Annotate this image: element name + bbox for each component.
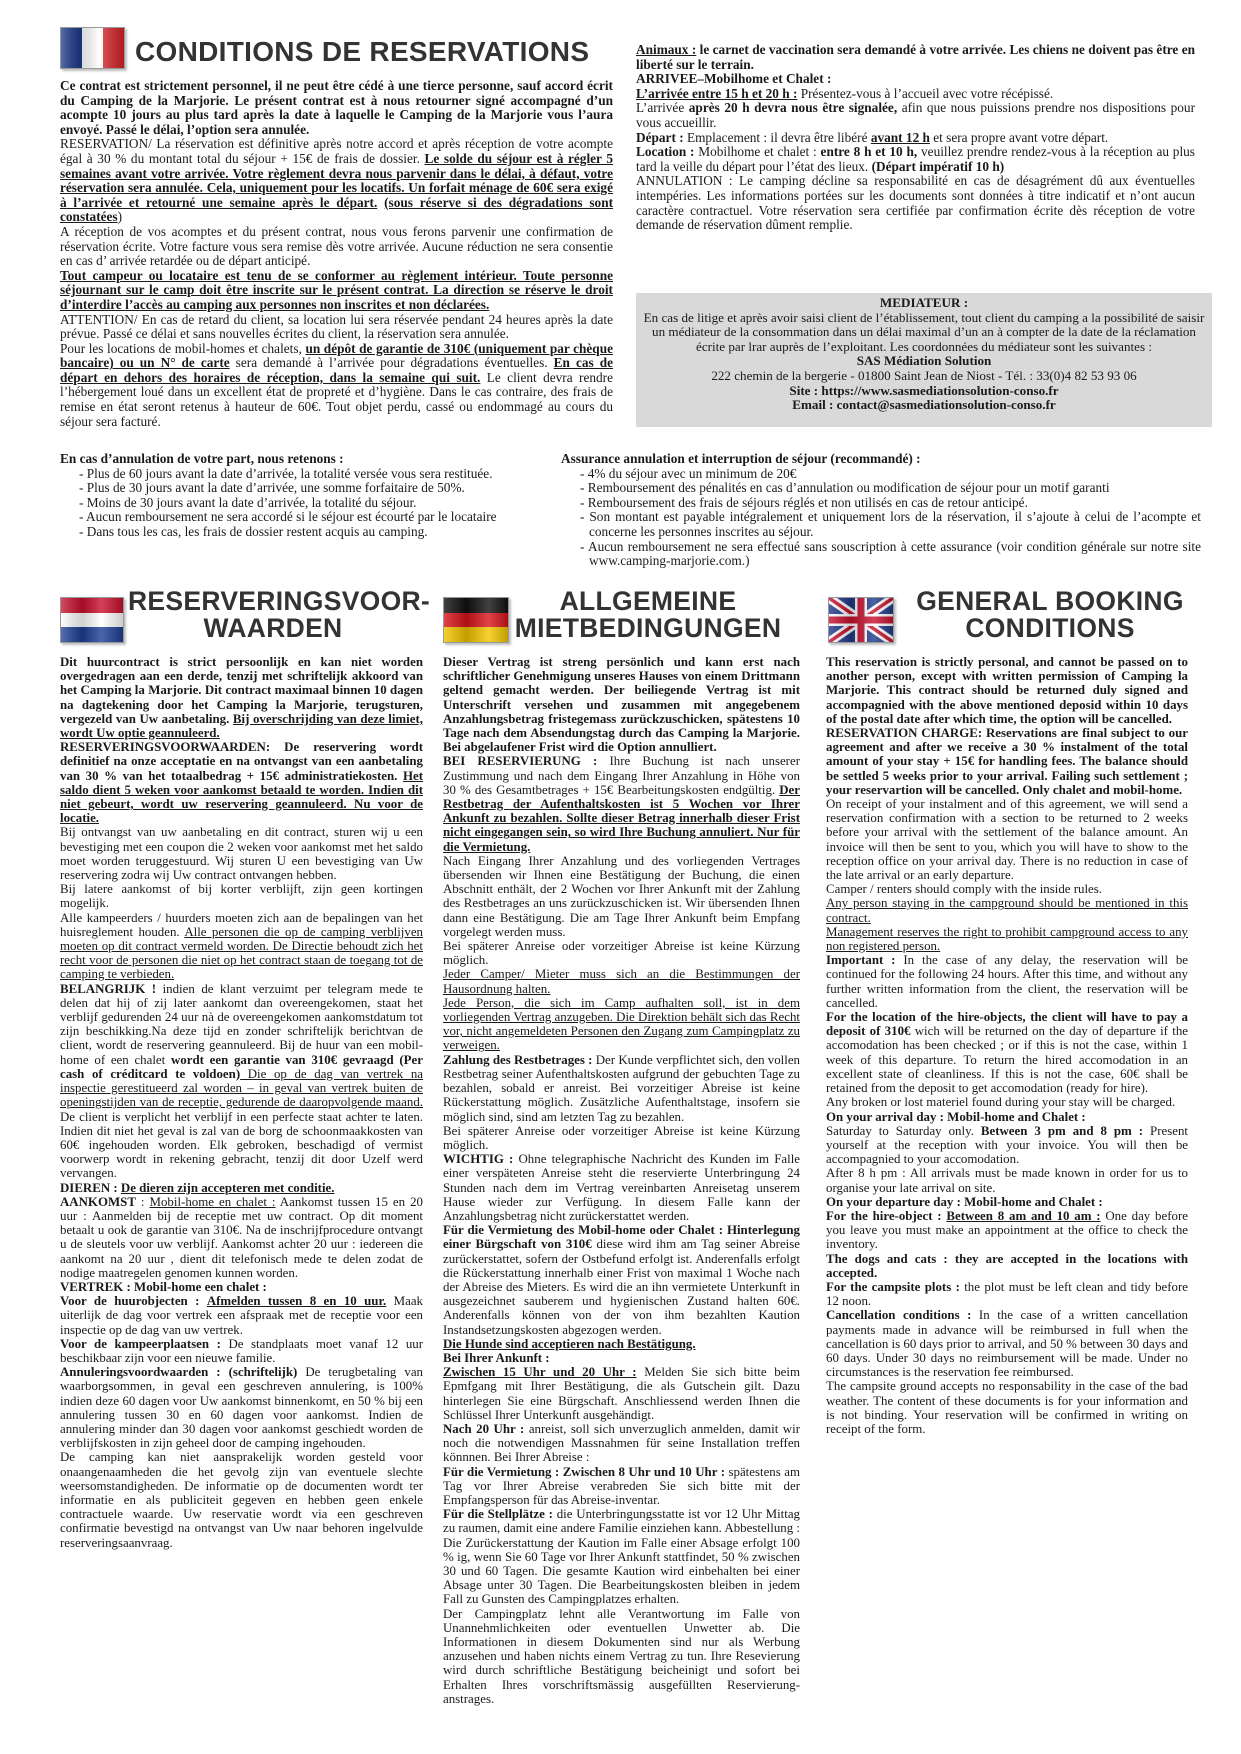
fr-annulation-info: ANNULATION : Le camping décline sa responsabilité en cas de désagrément dû aux éventuelles intempéries. Les informations portées sur les documents sont données à titre indicatif et n’ont aucun caractère contractuel. Votre réservation sera certifiée par confirmation écrite dès réception de votre demande de réservation dûment remplie. xyxy=(636,173,1195,233)
fr-campeur: Tout campeur ou locataire est tenu de se conformer au règlement intérieur. Toute personne séjournant sur le camp doit être inscrite sur le présent contrat. La direction se réserve le droit d’interdire l’accès au camping aux personnes non inscrites et non déclarées. xyxy=(60,267,613,312)
france-flag-icon xyxy=(60,27,125,69)
section-title-nl: RESERVERINGSVOOR- WAARDEN xyxy=(128,586,431,643)
list-item: - Aucun remboursement ne sera effectué sans souscription à cette assurance (voir condition générale sur notre site www.camping-marjorie.com.) xyxy=(580,538,1201,569)
nl-column: Dit huurcontract is strict persoonlijk en kan niet worden overgedragen aan een derde, tenzij met schriftelijk akkoord van het Camping la Marjorie. Dit contract maximaal binnen 10 dagen na dagtekening door het Camping la Marjorie, terugsturen, vergezeld van Uw aanbetaling. Bij overschrijding van deze limiet, wordt Uw optie geannuleerd. RESERVERINGSVOORWAARDEN: De reservering wordt definitief na onze acceptatie en na ontvangst van een aanbetaling van 30 % van het totaalbedrag + 15€ administratiekosten. Het saldo dient 5 weken voor aankomst betaald te worden. Indien dit niet gebeurt, wordt uw reservering geannuleerd. Nu voor de locatie. Bij ontvangst van uw aanbetaling en dit contract, sturen wij u een bevestiging met een coupon die 2 weken voor aankomst met het saldo moet worden teruggestuurd. Wij sturen U een bevestiging van Uw reservering zodra wij Uw contract ontvangen hebben. Bij latere aankomst of bij korter verblijft, zijn geen kortingen mogelijk. Alle kampeerders / huurders moeten zich aan de bepalingen van het huisreglement houden. Alle personen die op de camping verblijven moeten op dit contract vermeld worden. De Directie behoudt zich het recht voor de personen die niet op het contract staan de toegang tot de camping te verbieden. BELANGRIJK ! indien de klant verzuimt per telegram mede te delen dat hij of zij later aankomt dan overeengekomen, staat het verblijf gedurenden 24 uur nà de overeengekomen aankomstdatum tot zijn beschikking.Na deze tijd en zonder schriftelijk berichtvan de client, wordt de reservering geannuleerd. Bij de huur van een mobil-home of een chalet wordt een garantie van 310€ gevraagd (Per cash of créditcard te voldoen) Die op de dag van vertrek na inspectie gerestitueerd zal worden – in geval van vertrek buiten de openingstijden van de receptie, gedurende de daaropvolgende maand. De client is verplicht het verblijf in een perfecte staat achter te laten. Indien dit niet het geval is zal van de borg de schoonmaakkosten van 60€ ingehouden worden. Elk gebroken, beschadigd of vermist voorwerp wordt in rekening gebracht, tenzij dit door Uzelf werd vervangen. DIEREN : De dieren zijn accepteren met conditie. AANKOMST : Mobil-home en chalet : Aankomst tussen 15 en 20 uur : Aanmelden bij de receptie met uw contract. Op dit moment betaalt u ook de garantie van 310€. Na de inschrijfprocedure ontvangt u de sleutels voor uw verblijf. Aankomst achter 20 uur : iedereen die aankomt na 20 uur , dient dit telefonisch mede te delen zodat de nodige maatregelen genomen kunnen worden. VERTREK : Mobil-home een chalet : Voor de huurobjecten : Afmelden tussen 8 en 10 uur. Maak uiterlijk de dag voor vertrek een afspraak met de receptie voor een inspectie op de dag van uw vertrek. Voor de kampeerplaatsen : De standplaats moet vanaf 12 uur beschikbaar zijn voor een nieuwe familie. Annuleringsvoordwaarden : (schriftelijk) De terugbetaling van waarborgsommen, in geval een geschreven annulering, is 100% indien deze 60 dagen voor Uw aankomst binnenkomt, en 50 % bij een annulering tussen 30 en 60 dagen voor aankomst. Indien de annulering minder dan 30 dagen voor aankomst geschiedt worden de verblijfskosten in zijn geheel door de camping ingehouden. De camping kan niet aansprakelijk worden gesteld voor onaangenaamheden die het gevolg zijn van eventuele slechte weersomstandigheden. De informatie op de documenten wordt ter informatie en als publiciteit gegeven en hebben geen enkele contractuele waarde. Uw reservatie wordt via een geschreven confirmatie bevestigd na ontvangst van Uw naar behoren ingelvulde reserveringsaanvraag. xyxy=(60,655,424,1550)
uk-flag-icon xyxy=(828,597,894,643)
list-item: - Dans tous les cas, les frais de dossier restent acquis au camping. xyxy=(79,523,428,539)
list-item: - Aucun remboursement ne sera accordé si le séjour est écourté par le locataire xyxy=(79,509,497,525)
fr-right-column: Animaux : le carnet de vaccination sera demandé à votre arrivée. Les chiens ne doivent pas être en liberté sur le terrain. ARRIVEE–Mobilhome et Chalet : L’arrivée entre 15 h et 20 h : Présentez-vous à l’accueil avec votre récépissé. L’arrivée après 20 h devra nous être signalée, afin que nous puissions prendre nos dispositions pour vous accueillir. Départ : Emplacement : il devra être libéré avant 12 h et sera propre avant votre départ. Location : Mobilhome et chalet : entre 8 h et 10 h, veuillez prendre rendez-vous à la réception au plus tard la veille du départ pour l’état des lieux. (Départ impératif 10 h) ANNULATION : Le camping décline sa responsabilité en cas de désagrément dû aux éventuelles intempéries. Les informations portées sur les documents sont données à titre indicatif et n’ont aucun caractère contractuel. Votre réservation sera certifiée par confirmation écrite dès réception de votre demande de réservation dûment remplie. xyxy=(636,42,1195,233)
fr-left-column: Ce contrat est strictement personnel, il ne peut être cédé à une tierce personne, sauf accord écrit du Camping de la Marjorie. Le présent contrat est à nous retourner signé accompagné d’un acompte 10 jours au plus tard après la date à laquelle le Camping de la Marjorie vous l’aura envoyé. Passé le délai, l’option sera annulée. RESERVATION/ La réservation est définitive après notre accord et après réception de votre acompte égal à 30 % du montant total du séjour + 15€ de frais de dossier. Le solde du séjour est à régler 5 semaines avant votre arrivée. Votre règlement devra nous parvenir dans le délai, à défaut, votre réservation sera annulée. Cela, uniquement pour les locatifs. Un forfait ménage de 60€ sera exigé à l’arrivée et retourné une semaine après le départ. (sous réserve si des dégradations sont constatées) A réception de vos acomptes et du présent contrat, nous vous ferons parvenir une confirmation de réservation écrite. Votre facture vous sera remise dès votre arrivée. Aucune réduction ne sera consentie en cas d’ arrivée retardée ou de départ anticipé. Tout campeur ou locataire est tenu de se conformer au règlement intérieur. Toute personne séjournant sur le camp doit être inscrite sur le présent contrat. La direction se réserve le droit d’interdire l’accès au camping aux personnes non inscrites et non déclarées. ATTENTION/ En cas de retard du client, sa location lui sera réservée pendant 24 heures après la date prévue. Passé ce délai et sans nouvelles écrites du client, la réservation sera annulée. Pour les locations de mobil-homes et chalets, un dépôt de garantie de 310€ (uniquement par chèque bancaire) ou un N° de carte sera demandé à l’arrivée pour dégradations éventuelles. En cas de départ en dehors des horaires de réception, dans la semaine qui suit. Le client devra rendre l’hébergement loué dans un excellent état de propreté et d’hygiène. Dans le cas contraire, des frais de remise en état seront retenus à hauteur de 60€. Tout objet perdu, cassé ou endommagé au cours du séjour sera facturé. xyxy=(60,78,614,429)
list-item: - Son montant est payable intégralement et uniquement lors de la réservation, il s’ajoute à celui de l’acompte et concerne les personnes inscrites au séjour. xyxy=(580,509,1201,539)
fr-reception: A réception de vos acomptes et du présent contrat, nous vous ferons parvenir une confirmation de réservation écrite. Votre facture vous sera remise dès votre arrivée. Aucune réduction ne sera consentie en cas d’ arrivée retardée ou de départ anticipé. xyxy=(60,223,613,269)
page-title-fr: CONDITIONS DE RESERVATIONS xyxy=(135,36,590,67)
list-item: - Plus de 60 jours avant la date d’arrivée, la totalité versée vous sera restituée. xyxy=(79,465,493,481)
de-column: Dieser Vertrag ist streng persönlich und kann erst nach schriftlicher Genehmigung unseres Hauses von einem Drittmann geltend gemacht werden. Der beiliegende Vertrag ist mit Unterschrift versehen und zusammen mit angegebenem Anzahlungsbetrag fristegemass zurückzuschicken, spätestens 10 Tage nach dem Absendungstag durch das Camping la Marjorie. Bei abgelaufener Frist wird die Option annulliert. BEI RESERVIERUNG : Ihre Buchung ist nach unserer Zustimmung und nach dem Eingang Ihrer Anzahlung in Höhe von 30 % des Gesamtbetrages + 15€ Bearbeitungskosten endgültig. Der Restbetrag der Aufenthaltskosten ist 5 Wochen vor Ihrer Ankunft zu bezahlen. Sollte dieser Betrag innerhalb dieser Frist nicht eingegangen sein, so wird Ihre Buchung annuliert. Nur für die Vermietung. Nach Eingang Ihrer Anzahlung und des vorliegenden Vertrages übersenden wir Ihnen eine Bestätigung der Buchung, die einen Abschnitt enthält, der 2 Wochen vor Ihrer Ankunft mit der Zahlung des Restbetrages an uns zurückzuschicken ist. Wir übersenden Ihnen dann eine Bestätigung. Die am Tage Ihrer Ankunft beim Empfang vorgelegt werden muss. Bei späterer Anreise oder vorzeitiger Abreise ist keine Kürzung möglich. Jeder Camper/ Mieter muss sich an die Bestimmungen der Hausordnung halten. Jede Person, die sich im Camp aufhalten soll, ist in dem vorliegenden Vertrag anzugeben. Die Direktion behält sich das Recht vor, nicht angemeldeten Personen den Zugang zum Campingplatz zu verweigen. Zahlung des Restbetrages : Der Kunde verpflichtet sich, den vollen Restbetrag seiner Aufenthaltskosten aufgrund der gebuchten Tage zu bezahlen, sobald er anreist. Bei vorzeitiger Abreise ist keine Rückerstattung möglich. Zusätzliche Aufenthaltstage, insofern sie möglich sind, sind am letzten Tag zu bezahlen. Bei späterer Anreise oder vorzeitiger Abreise ist keine Kürzung möglich. WICHTIG : Ohne telegraphische Nachricht des Kunden im Falle einer verspäteten Anreise steht die reservierte Unterbringung 24 Stunden nach dem im Vertrag vereinbarten Anreisetag unserem Hause wieder zur Verfügung. In diesem Falle kann der Anzahlungsbetrag nicht zurückerstattet werden. Für die Vermietung des Mobil-home oder Chalet : Hinterlegung einer Bürgschaft von 310€ diese wird ihm am Tag seiner Abreise zurückerstattet, sofern der Ostbefund erfolgt ist. Anderenfalls erfolgt die Rückerstattung innerhalb einer Frist von maximal 1 Woche nach der Abreise des Mieters. Es wird die an ihn vermietete Unterkunft in ausgezeichnet sauberem und hygienischen Zustand halten 60€. Anderenfalls können von der von ihm bezahlten Kaution Instandsetzungskosten abgezogen werden. Die Hunde sind acceptieren nach Bestätigung. Bei Ihrer Ankunft : Zwischen 15 Uhr und 20 Uhr : Melden Sie sich bitte beim Epmfgang mit Ihrer Bestätigung, die als Gutschein gilt. Dazu hinterlegen Sie eine Bürgschaft. Anschliessend werden Ihnen die Schlüssel Ihrer Unterkunft ausgehändigt. Nach 20 Uhr : anreist, soll sich unverzuglich anmelden, damit wir noch die notwendigen Massnahmen für seine Installation treffen könnnen. Bei Ihrer Abreise : Für die Vermietung : Zwischen 8 Uhr und 10 Uhr : spätestens am Tag vor Ihrer Abreise verabreden Sie sich bitte mit der Empfangsperson für das Abreise-inventar. Für die Stellplätze : die Unterbringungsstatte ist vor 12 Uhr Mittag zu raumen, damit eine andere Familie einziehen kann. Abbestellung : Die Zurückerstattung der Kaution im Falle einer Absage erfolgt 100 % ig, wenn Sie 60 Tage vor Ihrer Ankunft stattfindet, 50 % zwischen 30 und 60 Tagen. Die gesamte Kaution wird einbehalten bei einer Absage unter 30 Tagen. Die Bearbeitungskosten bleiben in jedem Fall zu Gunsten des Campingplatzes erhalten. Der Campingplatz lehnt alle Verantwortung im Falle von Unannehmlichkeiten oder eventuellen Unwetter ab. Die Informationen in diesem Dokumenten sind nur als Werbung anzusehen und haben nichts einem Vertrag zu tun. Ihre Resevierung wird durch schriftliche Bestätigung beicheinigt und sofort bei Erhalten Ihres vorschriftsmässig ausgefüllten Reservierung-anstrages. xyxy=(443,655,800,1706)
list-item: - Moins de 30 jours avant la date d’arrivée, la totalité du séjour. xyxy=(79,494,417,510)
mediateur-site-link[interactable]: Site : https://www.sasmediationsolution-conso.fr xyxy=(789,382,1059,398)
fr-solde: Le solde du séjour est à régler 5 semaines avant votre arrivée. Votre règlement devra nous parvenir dans le délai, à défaut, votre réservation sera annulée. Cela, uniquement pour les locatifs. Un forfait ménage de 60€ sera exigé à l’arrivée et retourné une semaine après le départ. xyxy=(60,150,613,210)
list-item: - Remboursement des pénalités en cas d’annulation ou modification de séjour pour un motif garanti xyxy=(580,480,1110,496)
list-item: - Plus de 30 jours avant la date d’arrivée, une somme forfaitaire de 50%. xyxy=(79,480,465,496)
fr-animaux-label: Animaux : xyxy=(636,42,697,57)
mediateur-box: MEDIATEUR : En cas de litige et après avoir saisi client de l’établissement, tout client du camping a la possibilité de saisir un médiateur de la consommation dans un délai maximal d’un an à compter de la date de la réclamation écrite par lrar auprès de l’exploitant. Les coordonnées du médiateur sont les suivantes : SAS Médiation Solution 222 chemin de la bergerie - 01800 Saint Jean de Niost - Tél. : 33(0)4 82 53 93 06 Site : https://www.sasmediationsolution-conso.fr Email : contact@sasmediationsolution-conso.fr xyxy=(636,293,1212,427)
fr-attention: ATTENTION/ En cas de retard du client, sa location lui sera réservée pendant 24 heures après la date prévue. Passé ce délai et sans nouvelles écrites du client, la réservation sera annulée. xyxy=(60,311,613,342)
netherlands-flag-icon xyxy=(60,597,124,643)
fr-annulation-list: En cas d’annulation de votre part, nous retenons : - Plus de 60 jours avant la date d’arrivée, la totalité versée vous sera restituée. - Plus de 30 jours avant la date d’arrivée, une somme forfaitaire de 50%. - Moins de 30 jours avant la date d’arrivée, la totalité du séjour. - Aucun remboursement ne sera accordé si le séjour est écourté par le locataire - Dans tous les cas, les frais de dossier restent acquis au camping. xyxy=(60,452,560,540)
fr-reservation-label: RESERVATION xyxy=(60,136,149,152)
section-title-en: GENERAL BOOKING CONDITIONS xyxy=(916,586,1184,643)
fr-assurance-list: Assurance annulation et interruption de séjour (recommandé) : - 4% du séjour avec un minimum de 20€ - Remboursement des pénalités en cas d’annulation ou modification de séjour pour un motif garanti - Remboursement des frais de séjours réglés et non utilisés en cas de retour anticipé. - Son montant est payable intégralement et uniquement lors de la réservation, il s’ajoute à celui de l’acompte et concerne les personnes inscrites au séjour. - Aucun remboursement ne sera effectué sans souscription à cette assurance (voir condition générale sur notre site www.camping-marjorie.com.) xyxy=(561,451,1201,569)
mediateur-email-link[interactable]: Email : contact@sasmediationsolution-conso.fr xyxy=(792,397,1056,413)
fr-intro: Ce contrat est strictement personnel, il ne peut être cédé à une tierce personne, sauf accord écrit du Camping de la Marjorie. Le présent contrat est à nous retourner signé accompagné d’un acompte 10 jours au plus tard après la date à laquelle le Camping de la Marjorie vous l’aura envoyé. Passé le délai, l’option sera annulée. xyxy=(60,78,613,137)
germany-flag-icon xyxy=(443,597,509,643)
fr-depot: un dépôt de garantie de 310€ (uniquement par chèque bancaire) ou un N° de carte xyxy=(60,340,613,371)
list-item: - 4% du séjour avec un minimum de 20€ xyxy=(580,465,797,481)
section-title-de: ALLGEMEINE MIETBEDINGUNGEN xyxy=(514,586,782,643)
list-item: - Remboursement des frais de séjours réglés et non utilisés en cas de retour anticipé. xyxy=(580,494,1028,510)
en-column: This reservation is strictly personal, and cannot be passed on to another person, except with written permission of Camping la Marjorie. This contract should be returned duly signed and accompagnied with the above mentioned deposid within 10 days of the postal date after which time, the option will be cancelled. RESERVATION CHARGE: Reservations are final subject to our agreement and after we receive a 30 % instalment of the total amount of your stay + 15€ for handling fees. The balance should be settled 5 weeks prior to your arrival. Failing such settlement ; your reservartion will be cancelled. Only chalet and mobil-home. On receipt of your instalment and of this agreement, we will send a reservation confirmation with a section to be returned to 2 weeks before your arrival with the settlement of the balance amount. An invoice will then be sent to you, which you will have to show to the reception office on your arrival day. There is no reduction in case of the late arrival or an early departure. Camper / renters should comply with the inside rules. Any person staying in the campground should be mentioned in this contract. Management reserves the right to prohibit campground access to any non registered person. Important : In the case of any delay, the reservation will be continued for the following 24 hours. After this time, and without any further written information from the client, the reservation will be cancelled. For the location of the hire-objects, the client will have to pay a deposit of 310€ wich will be returned on the day of departure if the accomodation has been checked ; or if this is not the case, within 1 week of this departure. To return the hired accomodation in an excellent state of cleanliness. If this is not the case, 60€ shall be retained from the deposit to get accomodation (ready for hire). Any broken or lost materiel found during your stay will be charged. On your arrival day : Mobil-home and Chalet : Saturday to Saturday only. Between 3 pm and 8 pm : Present yourself at the reception with your invoice. You will then be accompagnied to your accomodation. After 8 h pm : All arrivals must be made known in order for us to organise your late arrival on site. On your departure day : Mobil-home and Chalet : For the hire-object : Between 8 am and 10 am : One day before you leave you must make an appointment at the office to check the inventory. The dogs and cats : they are accepted in the locations with accepted. For the campsite plots : the plot must be left clean and tidy before 12 noon. Cancellation conditions : In the case of a written cancellation payments made in advance will be reimbursed in full when the cancellation is 60 days prior to arrival, and 50 % between 30 days and 60 days. Under 30 days no reimbursement will be made. Under no circumstances is the reservation fee reimbursed. The campsite ground accepts no responsability in the case of the bad weather. The content of these documents is for your information and is not binding. Your reservation will be confirmed in writing on receipt of the form. xyxy=(826,655,1189,1436)
